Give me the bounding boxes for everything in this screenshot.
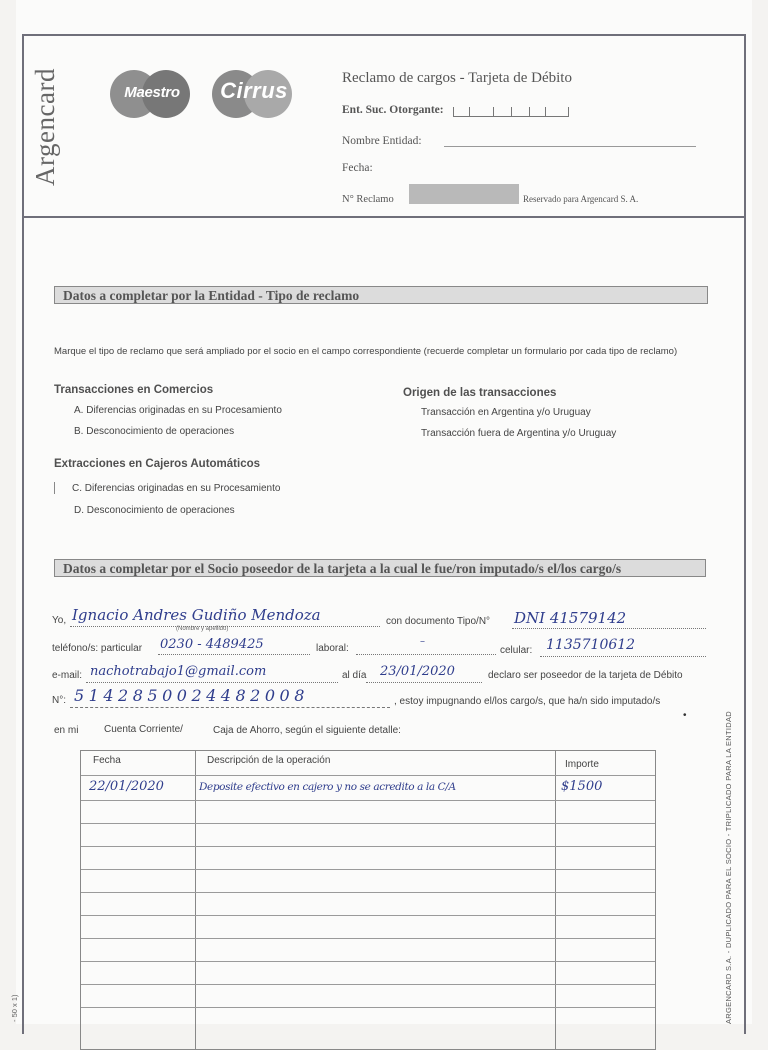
table-col-divider [195, 751, 196, 1049]
table-cell-descripcion[interactable]: Deposite efectivo en cajero y no se acredito a la C/A [199, 781, 456, 793]
nombre-entidad-label: Nombre Entidad: [342, 135, 422, 147]
impugnando-label: , estoy impugnando el/los cargo/s, que ha/n sido imputado/s [394, 696, 661, 707]
table-header-importe: Importe [565, 759, 599, 770]
cuenta-corriente-option[interactable]: Cuenta Corriente/ [104, 724, 183, 735]
documento-line [512, 628, 706, 629]
fecha-value[interactable]: 23/01/2020 [380, 664, 455, 679]
table-cell-importe[interactable]: $1500 [561, 779, 603, 794]
al-dia-label: al día [342, 670, 367, 681]
en-mi-label: en mi [54, 725, 79, 736]
origen-option-fuera[interactable]: Transacción fuera de Argentina y/o Uruguay [421, 428, 617, 439]
cirrus-logo [204, 68, 304, 120]
table-row-line [81, 915, 655, 916]
header-divider [22, 216, 746, 218]
laboral-line [356, 654, 496, 655]
table-row-line [81, 800, 655, 801]
telefono-value[interactable]: 0230 - 4489425 [160, 637, 264, 652]
yo-label: Yo, [52, 615, 67, 626]
maestro-logo-text: Maestro [124, 84, 180, 101]
cirrus-logo-text: Cirrus [220, 78, 288, 103]
tarjeta-label: N°: [52, 695, 66, 706]
documento-value[interactable]: DNI 41579142 [514, 609, 627, 627]
table-header-fecha: Fecha [93, 755, 121, 766]
table-row-line [81, 984, 655, 985]
laboral-label: laboral: [316, 643, 349, 654]
caja-ahorro-option[interactable]: Caja de Ahorro, según el siguiente detalle: [213, 725, 401, 736]
section-socio-title: Datos a completar por el Socio poseedor de la tarjeta a la cual le fue/ron imputado/s el/los cargo/s [54, 559, 706, 577]
table-row-line [81, 869, 655, 870]
email-label: e-mail: [52, 670, 83, 681]
table-row-line [81, 1007, 655, 1008]
fecha-line [366, 682, 482, 683]
reclamo-label: N° Reclamo [342, 194, 394, 205]
documento-label: con documento Tipo/N° [386, 616, 491, 627]
table-row-line [81, 775, 655, 776]
tarjeta-line [70, 707, 390, 708]
table-row-line [81, 823, 655, 824]
nombre-value[interactable]: Ignacio Andres Gudiño Mendoza [72, 606, 321, 624]
option-c[interactable]: C. Diferencias originadas en su Procesamiento [72, 483, 281, 494]
stray-mark: • [683, 710, 687, 721]
copy-distribution-note: ARGENCARD S.A. - DUPLICADO PARA EL SOCIO - TRIPLICADO PARA LA ENTIDAD [724, 711, 733, 1024]
operations-table [80, 750, 656, 1050]
email-line [86, 682, 338, 683]
celular-line [540, 656, 706, 657]
argencard-brand: Argencard [30, 68, 60, 186]
origen-option-argentina[interactable]: Transacción en Argentina y/o Uruguay [421, 407, 591, 418]
celular-label: celular: [500, 645, 533, 656]
claim-form-page [10, 0, 752, 1024]
telefono-label: teléfono/s: particular [52, 643, 143, 654]
ent-suc-label: Ent. Suc. Otorgante: [342, 104, 444, 116]
celular-value[interactable]: 1135710612 [546, 637, 636, 653]
origen-title: Origen de las transacciones [403, 387, 557, 399]
tarjeta-value[interactable]: 5142850024482008 [74, 686, 309, 705]
ent-suc-field[interactable] [453, 104, 569, 117]
option-b[interactable]: B. Desconocimiento de operaciones [74, 426, 235, 437]
table-col-divider [555, 751, 556, 1049]
table-row-line [81, 938, 655, 939]
option-d[interactable]: D. Desconocimiento de operaciones [74, 505, 235, 516]
table-row-line [81, 961, 655, 962]
table-cell-fecha[interactable]: 22/01/2020 [89, 779, 164, 794]
email-value[interactable]: nachotrabajo1@gmail.com [90, 664, 267, 679]
section-entity-title: Datos a completar por la Entidad - Tipo de reclamo [54, 286, 708, 304]
declaro-label: declaro ser poseedor de la tarjeta de Débito [488, 670, 683, 681]
table-row-line [81, 846, 655, 847]
maestro-logo [104, 68, 200, 120]
nombre-hint: (Nombre y apellido) [176, 626, 229, 632]
instructions-text: Marque el tipo de reclamo que será ampliado por el socio en el campo correspondiente (recuerde completar un formulario por cada tipo de reclamo) [54, 346, 678, 357]
reclamo-number-box [409, 184, 519, 204]
fecha-label: Fecha: [342, 162, 373, 174]
table-row-line [81, 892, 655, 893]
option-c-checkbox[interactable] [54, 482, 55, 494]
option-a[interactable]: A. Diferencias originadas en su Procesamiento [74, 405, 282, 416]
cajeros-title: Extracciones en Cajeros Automáticos [54, 458, 261, 470]
form-title: Reclamo de cargos - Tarjeta de Débito [342, 70, 572, 86]
telefono-line [158, 654, 310, 655]
table-header-descripcion: Descripción de la operación [207, 755, 331, 766]
laboral-value[interactable]: – [420, 636, 425, 647]
reserved-label: Reservado para Argencard S. A. [523, 194, 639, 204]
nombre-entidad-field[interactable] [444, 146, 696, 147]
comercios-title: Transacciones en Comercios [54, 384, 214, 396]
form-code-fragment: - 50 x 1) [10, 994, 19, 1022]
